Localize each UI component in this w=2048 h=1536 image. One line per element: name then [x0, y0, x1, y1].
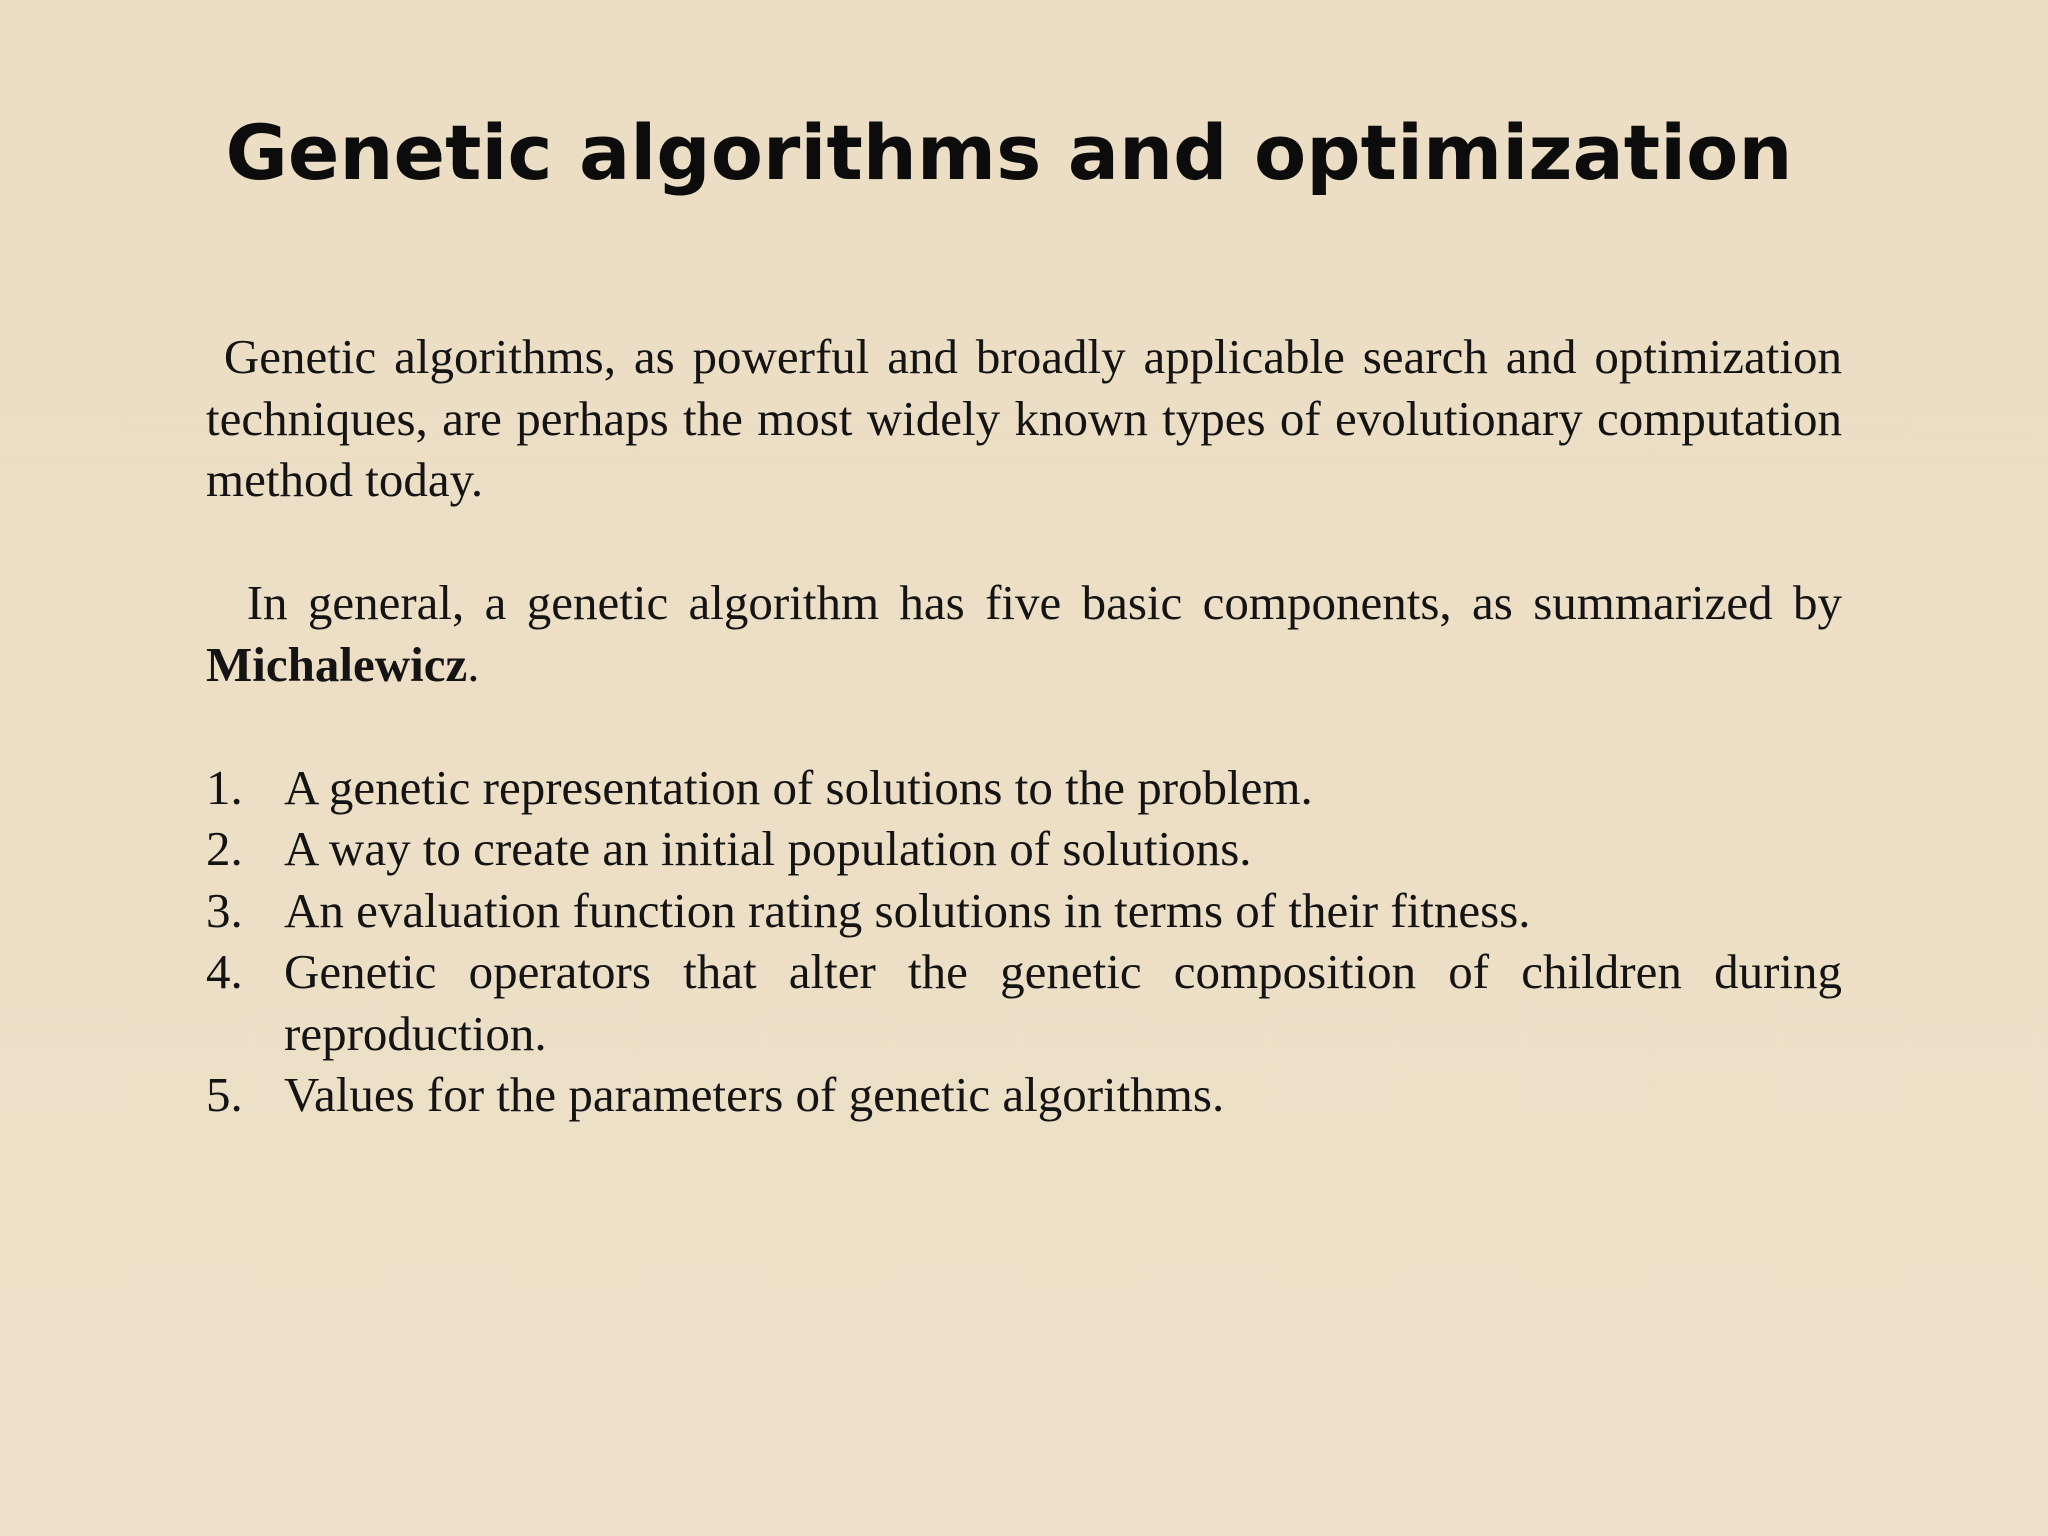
components-list — [206, 757, 1842, 1126]
list-item-text: Values for the parameters of genetic algorithms. — [284, 1067, 1225, 1122]
intro-text: Genetic algorithms, as powerful and broadly applicable search and optimization techniques, are perhaps the most widely known types of evolutionary computation method today. — [206, 329, 1843, 507]
slide-body — [206, 326, 1842, 1126]
slide-title: Genetic algorithms and optimization — [225, 108, 1793, 197]
components-intro-end: . — [467, 636, 480, 692]
list-item-text: Genetic operators that alter the genetic composition of children during reproduction. — [284, 944, 1842, 1061]
spacer — [206, 511, 1842, 573]
intro-paragraph — [206, 326, 1842, 511]
components-intro-text: In general, a genetic algorithm has five basic components, as summarized by — [246, 575, 1843, 630]
author-name: Michalewicz — [206, 636, 468, 692]
list-item-text: A way to create an initial population of solutions. — [284, 821, 1252, 876]
list-item-number: 1. — [206, 759, 243, 815]
list-item-number: 2. — [206, 821, 243, 876]
spacer — [206, 695, 1842, 757]
list-item-text: A genetic representation of solutions to the problem. — [284, 759, 1313, 815]
list-item-number: 3. — [206, 882, 243, 938]
list-item — [206, 818, 1842, 880]
list-item — [206, 757, 1842, 819]
list-item-number: 4. — [206, 944, 243, 999]
list-item-text: An evaluation function rating solutions in terms of their fitness. — [284, 882, 1531, 938]
list-item — [206, 880, 1842, 942]
list-item — [206, 1064, 1842, 1126]
list-item-number: 5. — [206, 1067, 243, 1122]
list-item — [206, 941, 1842, 1064]
components-intro-paragraph — [206, 572, 1842, 695]
